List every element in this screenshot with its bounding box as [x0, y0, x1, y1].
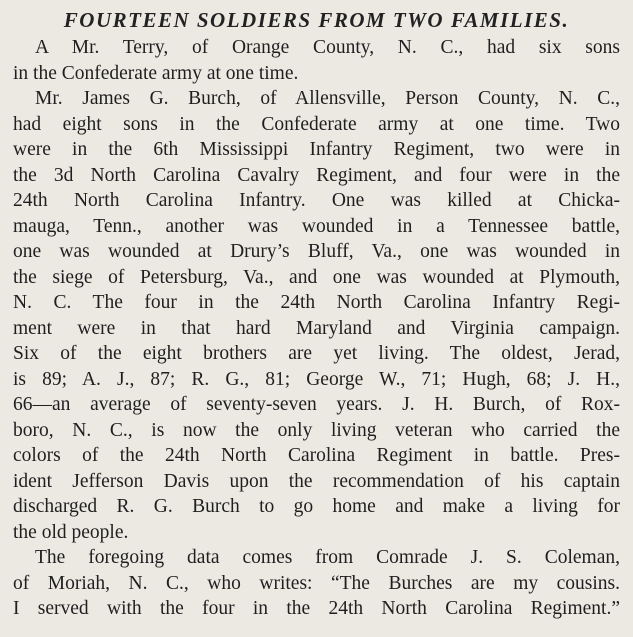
text-line: discharged R. G. Burch to go home and make a living for [13, 496, 620, 517]
text-line: the old people. [13, 521, 129, 543]
text-line: colors of the 24th North Carolina Regiment in battle. Pres- [13, 445, 620, 466]
text-line: The foregoing data comes from Comrade J. S. Coleman, [35, 547, 620, 568]
text-line: boro, N. C., is now the only living veteran who carried the [13, 419, 620, 441]
text-line: A Mr. Terry, of Orange County, N. C., had six sons [35, 37, 620, 58]
article-body [13, 35, 620, 622]
text-line: were in the 6th Mississippi Infantry Regiment, two were in [13, 139, 620, 160]
text-line: Mr. James G. Burch, of Allensville, Person County, N. C., [35, 88, 620, 109]
text-line: 24th North Carolina Infantry. One was killed at Chicka- [13, 190, 620, 211]
text-line: mauga, Tenn., another was wounded in a Tennessee battle, [13, 215, 620, 237]
text-line: one was wounded at Drury’s Bluff, Va., one was wounded in [13, 241, 620, 262]
text-line: had eight sons in the Confederate army at one time. Two [13, 113, 620, 135]
text-line: I served with the four in the 24th North Carolina Regiment.” [13, 598, 620, 619]
paragraph-terry [13, 35, 620, 86]
text-line: the 3d North Carolina Cavalry Regiment, and four were in the [13, 164, 620, 186]
text-line: ment were in that hard Maryland and Virginia campaign. [13, 317, 620, 339]
text-line: in the Confederate army at one time. [13, 62, 299, 84]
text-line: ident Jefferson Davis upon the recommendation of his captain [13, 470, 620, 492]
text-line: N. C. The four in the 24th North Carolina Infantry Regi- [13, 292, 620, 313]
paragraph-coleman [13, 545, 620, 622]
text-line: Six of the eight brothers are yet living. The oldest, Jerad, [13, 343, 620, 364]
article-heading: FOURTEEN SOLDIERS FROM TWO FAMILIES. [63, 8, 570, 32]
paragraph-burch [13, 86, 620, 545]
text-line: of Moriah, N. C., who writes: “The Burches are my cousins. [13, 572, 620, 594]
text-line: the siege of Petersburg, Va., and one was wounded at Plymouth, [13, 266, 620, 288]
text-line: 66—an average of seventy-seven years. J. H. Burch, of Rox- [13, 394, 620, 415]
text-line: is 89; A. J., 87; R. G., 81; George W., 71; Hugh, 68; J. H., [13, 368, 620, 390]
